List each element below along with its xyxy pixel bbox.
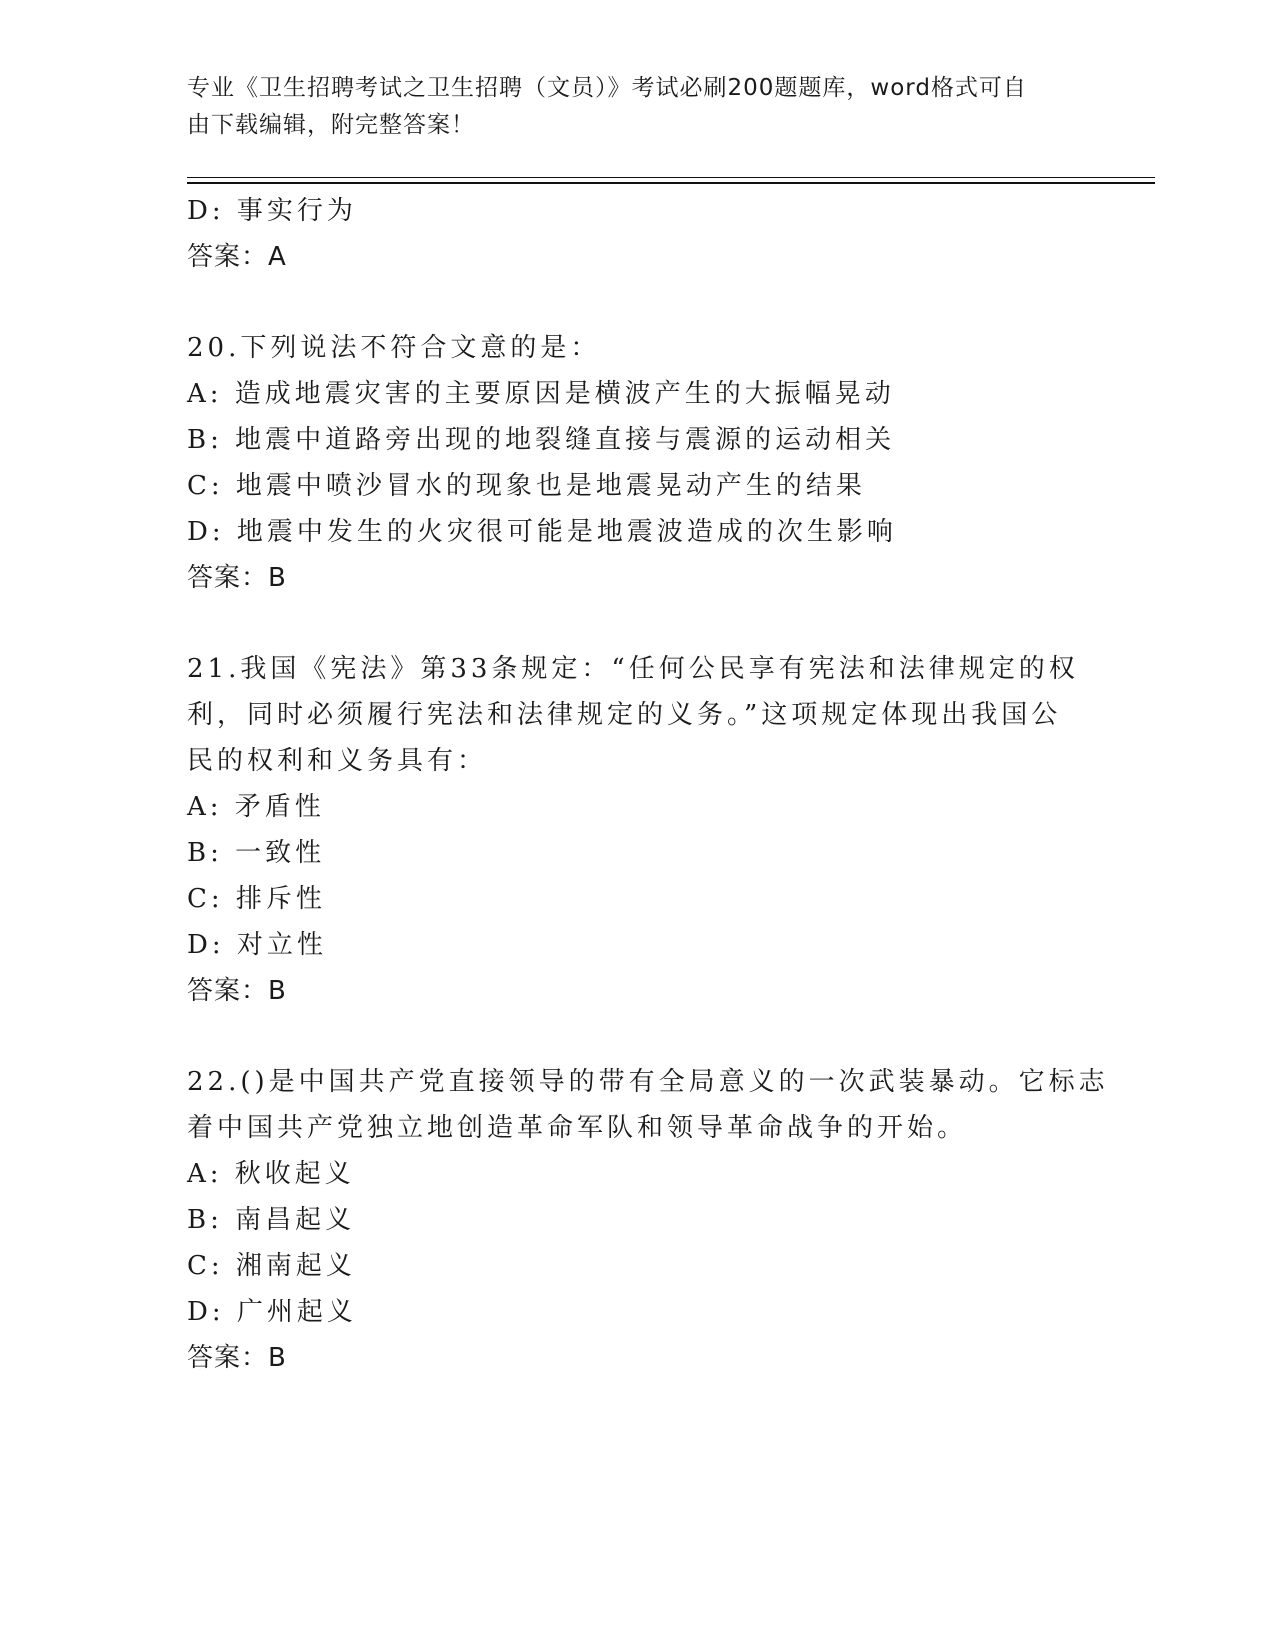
header-title-line-2: 由下载编辑，附完整答案！: [187, 112, 475, 138]
header-title-line-1: 专业《卫生招聘考试之卫生招聘（文员）》考试必刷200题题库，word格式可自: [187, 75, 1027, 101]
spacer: [187, 1014, 1087, 1059]
answer: 答案：B: [187, 1343, 287, 1373]
option-b: B: 南昌起义: [187, 1205, 356, 1235]
option-b: B: 地震中道路旁出现的地裂缝直接与震源的运动相关: [187, 425, 896, 455]
option-a: A: 秋收起义: [187, 1159, 355, 1189]
document-header: [187, 70, 1087, 144]
option-a: A: 造成地震灾害的主要原因是横波产生的大振幅晃动: [187, 379, 895, 409]
question-stem-line-2: 利，同时必须履行宪法和法律规定的义务。”这项规定体现出我国公: [187, 700, 1062, 730]
question-stem-line-2: 着中国共产党独立地创造革命军队和领导革命战争的开始。: [187, 1113, 968, 1143]
spacer: [187, 280, 1087, 325]
question-stem-line-1: 21.我国《宪法》第33条规定：“任何公民享有宪法和法律规定的权: [187, 654, 1079, 684]
option-b: B: 一致性: [187, 838, 326, 868]
question-21: [187, 646, 1087, 1014]
question-stem-line-3: 民的权利和义务具有：: [187, 746, 488, 776]
question-content: [187, 188, 1109, 1381]
option-d: D: 广州起义: [187, 1297, 357, 1327]
question-20: [187, 325, 1087, 601]
option-c: C: 地震中喷沙冒水的现象也是地震晃动产生的结果: [187, 471, 866, 501]
header-divider-thick: [187, 182, 1155, 184]
option-a: A: 矛盾性: [187, 792, 325, 822]
option-d: D: 地震中发生的火灾很可能是地震波造成的次生影响: [187, 517, 897, 547]
prev-option-d: D: 事实行为: [187, 196, 357, 226]
prev-answer: 答案：A: [187, 242, 287, 272]
option-c: C: 排斥性: [187, 884, 326, 914]
spacer: [187, 601, 1087, 646]
question-stem-line-1: 22.()是中国共产党直接领导的带有全局意义的一次武装暴动。它标志: [187, 1067, 1109, 1097]
option-d: D: 对立性: [187, 930, 327, 960]
option-c: C: 湘南起义: [187, 1251, 356, 1281]
answer: 答案：B: [187, 976, 287, 1006]
question-22: [187, 1059, 1109, 1381]
header-divider-thin: [187, 177, 1155, 178]
answer: 答案：B: [187, 563, 287, 593]
question-stem: 20.下列说法不符合文意的是：: [187, 333, 601, 363]
